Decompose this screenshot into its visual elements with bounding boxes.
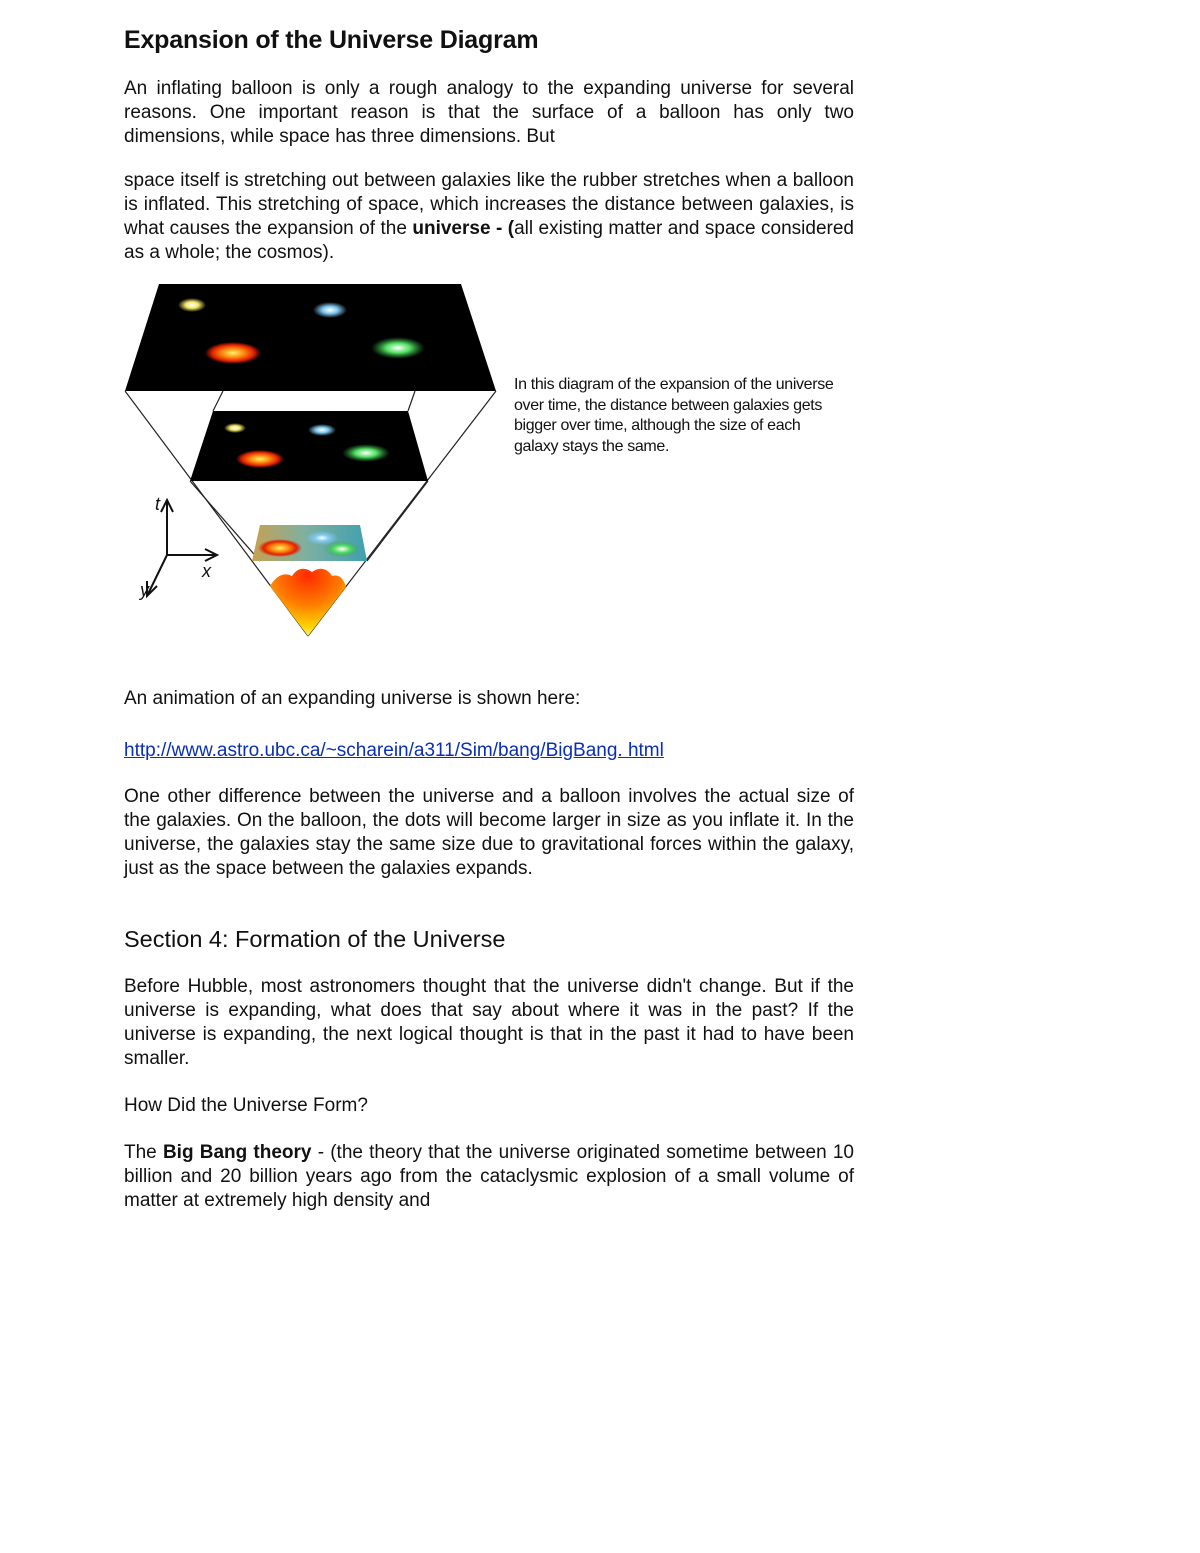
galaxy-yellow-icon <box>178 298 206 312</box>
galaxy-blue-icon <box>313 302 347 318</box>
galaxy-red-icon <box>236 450 284 468</box>
animation-link-line <box>124 739 854 763</box>
big-bang-fireball-icon <box>270 569 346 636</box>
before-hubble-paragraph: Before Hubble, most astronomers thought that the universe didn't change. But if the universe is expanding, what does that say about where it was in the past? If the universe is expanding, the next logical thought is that in the past it had to have been smaller. <box>124 976 854 1069</box>
universe-definition: all existing matter and space considered as a whole; the cosmos). <box>124 218 854 263</box>
galaxy-size-paragraph: One other difference between the universe and a balloon involves the actual size of the galaxies. On the balloon, the dots will become larger in size as you inflate it. In the universe, the galaxies stay the same size due to gravitational forces within the galaxy, just as the space between the galaxies expands. <box>124 786 854 879</box>
big-bang-prefix: The <box>124 1142 163 1163</box>
big-bang-paragraph <box>124 1141 854 1213</box>
axes-icon <box>147 500 217 596</box>
galaxy-yellow-icon <box>224 423 246 433</box>
panel-present <box>125 284 496 391</box>
page-title: Expansion of the Universe Diagram <box>124 26 539 54</box>
section-title: Section 4: Formation of the Universe <box>124 926 506 952</box>
axis-label-y: y <box>140 580 149 600</box>
galaxy-blue-icon <box>308 424 336 436</box>
axis-label-t: t <box>155 494 161 514</box>
question-heading: How Did the Universe Form? <box>124 1095 368 1116</box>
galaxy-green-icon <box>342 444 390 462</box>
axis-label-x: x <box>202 561 211 581</box>
big-bang-definition: - (the theory that the universe originated sometime between 10 billion and 20 billion years ago from the cataclysmic explosion of a small volume of matter at extremely high density and <box>124 1142 854 1211</box>
stretching-text: space itself is stretching out between galaxies like the rubber stretches when a balloon is inflated. This stretching of space, which increases the distance between galaxies, is what causes the expansion of the <box>124 170 854 239</box>
galaxy-red-icon <box>205 342 261 364</box>
intro-paragraph: An inflating balloon is only a rough analogy to the expanding universe for several reasons. One important reason is that the surface of a balloon has only two dimensions, while space has three dimensions. But <box>124 78 854 147</box>
expansion-diagram <box>120 278 510 643</box>
panel-early <box>252 525 367 561</box>
animation-intro: An animation of an expanding universe is shown here: <box>124 688 581 709</box>
panel-past <box>190 411 428 481</box>
universe-term: universe - ( <box>412 218 515 239</box>
stretching-paragraph <box>124 169 854 265</box>
big-bang-term: Big Bang theory <box>162 1142 312 1163</box>
animation-link[interactable]: http://www.astro.ubc.ca/~scharein/a311/Sim/bang/BigBang. html <box>124 740 664 761</box>
diagram-caption: In this diagram of the expansion of the universe over time, the distance between galaxies gets bigger over time, although the size of each galaxy stays the same. <box>514 376 834 455</box>
galaxy-green-icon <box>371 337 425 359</box>
